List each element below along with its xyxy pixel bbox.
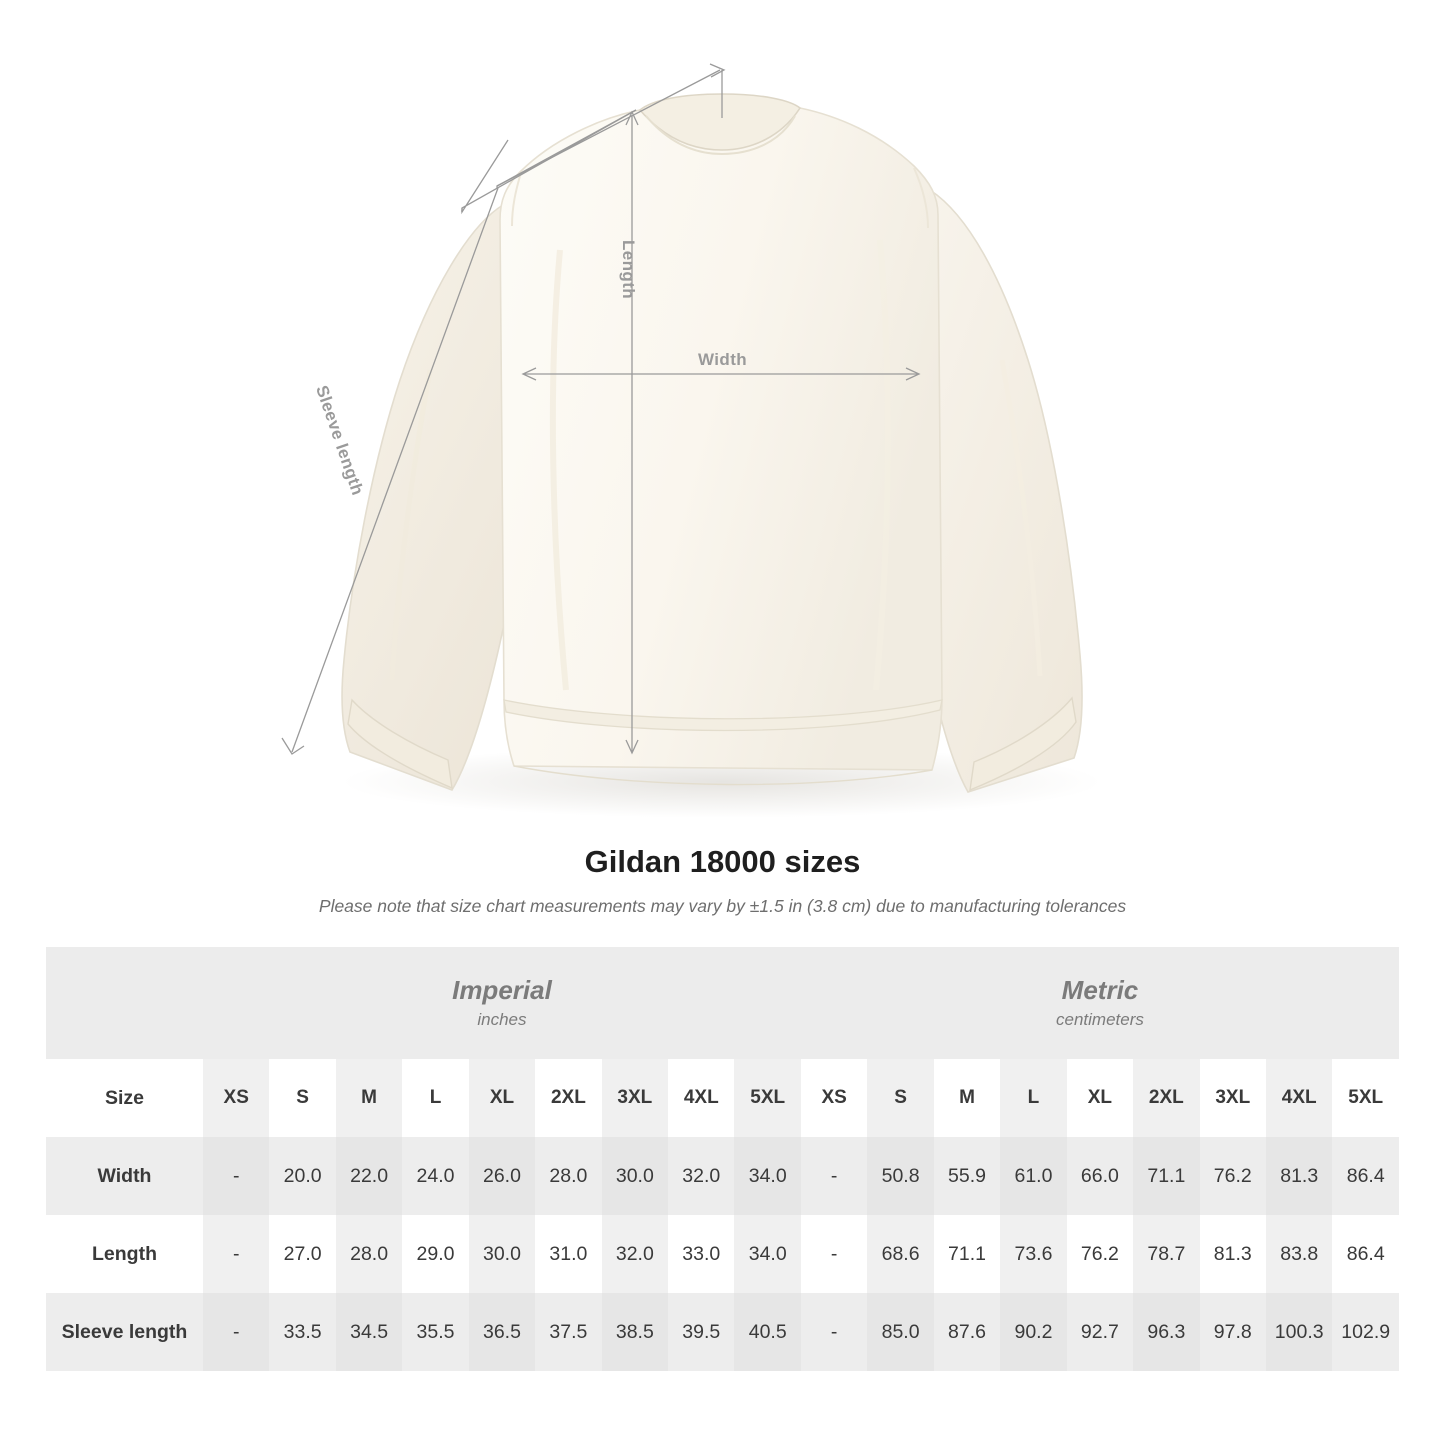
tolerance-note: Please note that size chart measurements may vary by ±1.5 in (3.8 cm) due to manufacturing tolerances <box>318 896 1127 916</box>
row-label-width: Width <box>46 1137 203 1215</box>
cell-length-met-8: 86.4 <box>1332 1215 1399 1293</box>
unit-imperial-name: Imperial <box>452 974 552 1005</box>
cell-length-imp-5: 31.0 <box>535 1215 601 1293</box>
cell-sleeve-imp-0: - <box>203 1293 269 1371</box>
cell-sleeve-met-5: 96.3 <box>1133 1293 1199 1371</box>
cell-sleeve-met-0: - <box>801 1293 867 1371</box>
cell-length-met-7: 83.8 <box>1266 1215 1332 1293</box>
cell-width-met-7: 81.3 <box>1266 1137 1332 1215</box>
cell-width-imp-1: 20.0 <box>269 1137 335 1215</box>
row-label-length: Length <box>46 1215 203 1293</box>
size-header-met-2: M <box>934 1059 1000 1137</box>
cell-sleeve-imp-6: 38.5 <box>602 1293 668 1371</box>
cell-width-met-1: 50.8 <box>867 1137 933 1215</box>
cell-sleeve-imp-4: 36.5 <box>469 1293 535 1371</box>
cell-length-met-4: 76.2 <box>1067 1215 1133 1293</box>
cell-sleeve-met-1: 85.0 <box>867 1293 933 1371</box>
cell-length-imp-3: 29.0 <box>402 1215 468 1293</box>
title-block <box>0 844 1445 917</box>
cell-sleeve-met-2: 87.6 <box>934 1293 1000 1371</box>
unit-metric-name: Metric <box>1061 974 1139 1005</box>
cell-width-imp-2: 22.0 <box>336 1137 402 1215</box>
cell-length-imp-2: 28.0 <box>336 1215 402 1293</box>
cell-length-met-5: 78.7 <box>1133 1215 1199 1293</box>
unit-imperial-cell <box>203 947 801 1059</box>
cell-sleeve-met-8: 102.9 <box>1332 1293 1399 1371</box>
size-table-wrapper <box>0 947 1445 1371</box>
cell-width-imp-8: 34.0 <box>734 1137 800 1215</box>
cell-width-met-6: 76.2 <box>1200 1137 1266 1215</box>
size-header-met-6: 3XL <box>1200 1059 1266 1137</box>
cell-length-met-6: 81.3 <box>1200 1215 1266 1293</box>
size-header-imp-8: 5XL <box>734 1059 800 1137</box>
size-header-imp-2: M <box>336 1059 402 1137</box>
width-label: Width <box>698 350 748 369</box>
row-label-sleeve-length: Sleeve length <box>46 1293 203 1371</box>
cell-length-imp-7: 33.0 <box>668 1215 734 1293</box>
size-header-row <box>46 1059 1399 1137</box>
cell-width-imp-0: - <box>203 1137 269 1215</box>
sleeve-length-label: Sleeve length <box>312 383 368 498</box>
cell-width-met-0: - <box>801 1137 867 1215</box>
unit-corner-spacer <box>46 947 203 1059</box>
cell-width-met-2: 55.9 <box>934 1137 1000 1215</box>
size-header-met-1: S <box>867 1059 933 1137</box>
table-row <box>46 1293 1399 1371</box>
cell-length-met-0: - <box>801 1215 867 1293</box>
size-header-imp-7: 4XL <box>668 1059 734 1137</box>
cell-width-met-4: 66.0 <box>1067 1137 1133 1215</box>
cell-length-imp-0: - <box>203 1215 269 1293</box>
size-header-met-5: 2XL <box>1133 1059 1199 1137</box>
cell-length-imp-1: 27.0 <box>269 1215 335 1293</box>
size-header-imp-0: XS <box>203 1059 269 1137</box>
size-header-imp-3: L <box>402 1059 468 1137</box>
cell-sleeve-imp-3: 35.5 <box>402 1293 468 1371</box>
cell-sleeve-met-4: 92.7 <box>1067 1293 1133 1371</box>
table-row <box>46 1215 1399 1293</box>
cell-sleeve-met-7: 100.3 <box>1266 1293 1332 1371</box>
size-header-met-4: XL <box>1067 1059 1133 1137</box>
cell-sleeve-imp-8: 40.5 <box>734 1293 800 1371</box>
size-corner-label: Size <box>46 1059 203 1137</box>
cell-sleeve-met-6: 97.8 <box>1200 1293 1266 1371</box>
cell-length-imp-6: 32.0 <box>602 1215 668 1293</box>
cell-width-imp-6: 30.0 <box>602 1137 668 1215</box>
cell-sleeve-imp-7: 39.5 <box>668 1293 734 1371</box>
cell-length-imp-4: 30.0 <box>469 1215 535 1293</box>
unit-header-row <box>46 947 1399 1059</box>
size-header-met-0: XS <box>801 1059 867 1137</box>
cell-length-met-1: 68.6 <box>867 1215 933 1293</box>
cell-width-met-3: 61.0 <box>1000 1137 1066 1215</box>
size-header-imp-1: S <box>269 1059 335 1137</box>
size-header-met-3: L <box>1000 1059 1066 1137</box>
cell-width-met-8: 86.4 <box>1332 1137 1399 1215</box>
cell-width-met-5: 71.1 <box>1133 1137 1199 1215</box>
unit-metric-cell <box>801 947 1399 1059</box>
table-row <box>46 1137 1399 1215</box>
cell-length-met-2: 71.1 <box>934 1215 1000 1293</box>
cell-length-met-3: 73.6 <box>1000 1215 1066 1293</box>
cell-length-imp-8: 34.0 <box>734 1215 800 1293</box>
cell-sleeve-imp-2: 34.5 <box>336 1293 402 1371</box>
length-label: Length <box>619 240 638 300</box>
cell-sleeve-imp-1: 33.5 <box>269 1293 335 1371</box>
cell-sleeve-met-3: 90.2 <box>1000 1293 1066 1371</box>
size-header-imp-4: XL <box>469 1059 535 1137</box>
size-header-met-7: 4XL <box>1266 1059 1332 1137</box>
unit-imperial-sub: inches <box>477 1010 527 1030</box>
cell-width-imp-4: 26.0 <box>469 1137 535 1215</box>
cell-width-imp-7: 32.0 <box>668 1137 734 1215</box>
cell-width-imp-3: 24.0 <box>402 1137 468 1215</box>
unit-metric-sub: centimeters <box>1056 1010 1144 1030</box>
cell-sleeve-imp-5: 37.5 <box>535 1293 601 1371</box>
size-header-imp-6: 3XL <box>602 1059 668 1137</box>
size-header-met-8: 5XL <box>1332 1059 1399 1137</box>
page-title: Gildan 18000 sizes <box>584 844 861 879</box>
size-header-imp-5: 2XL <box>535 1059 601 1137</box>
size-chart-table <box>46 947 1399 1371</box>
cell-width-imp-5: 28.0 <box>535 1137 601 1215</box>
